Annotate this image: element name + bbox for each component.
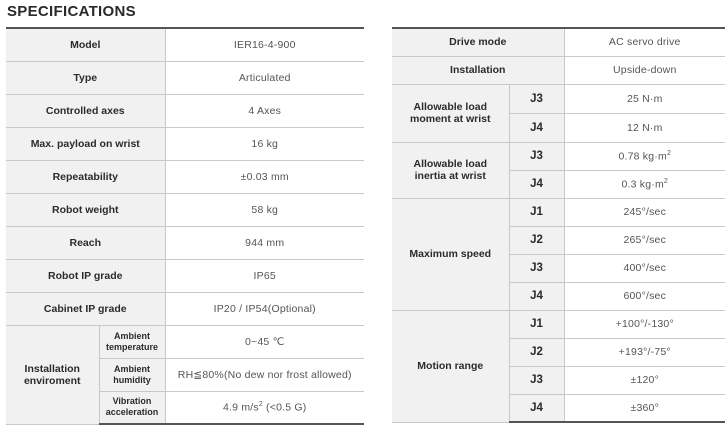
installation-label: Installation	[392, 56, 564, 84]
type-value: Articulated	[165, 61, 364, 94]
ambient-humidity-label-line1: Ambient	[114, 363, 150, 374]
speed-joint-j4: J4	[509, 282, 564, 310]
vibration-label	[99, 391, 165, 424]
axes-label: Controlled axes	[6, 94, 165, 127]
inertia-joint-j3: J3	[509, 142, 564, 170]
table-row	[6, 292, 364, 325]
weight-label: Robot weight	[6, 193, 165, 226]
reach-value: 944 mm	[165, 226, 364, 259]
moment-value-j4: 12 N·m	[564, 113, 725, 142]
inertia-value-j4	[564, 170, 725, 198]
inertia-joint-j4: J4	[509, 170, 564, 198]
install-env-label	[6, 325, 99, 424]
motion-joint-j4: J4	[509, 394, 564, 422]
moment-joint-j3: J3	[509, 84, 564, 113]
motion-value-j3: ±120°	[564, 366, 725, 394]
inertia-value-j3-main: 0.78 kg·m	[618, 150, 667, 163]
load-inertia-label-line1: Allowable load	[413, 158, 487, 170]
load-inertia-label-line2: inertia at wrist	[414, 170, 486, 182]
moment-joint-j4: J4	[509, 113, 564, 142]
model-value: IER16-4-900	[165, 28, 364, 61]
ambient-humidity-value: RH≦80%(No dew nor frost allowed)	[165, 358, 364, 391]
moment-value-j3: 25 N·m	[564, 84, 725, 113]
motion-joint-j3: J3	[509, 366, 564, 394]
speed-value-j1: 245°/sec	[564, 198, 725, 226]
max-speed-label: Maximum speed	[392, 198, 509, 310]
installation-value: Upside-down	[564, 56, 725, 84]
cabinet-ip-value: IP20 / IP54(Optional)	[165, 292, 364, 325]
motion-range-label: Motion range	[392, 310, 509, 422]
payload-value: 16 kg	[165, 127, 364, 160]
motion-joint-j2: J2	[509, 338, 564, 366]
motion-value-j4: ±360°	[564, 394, 725, 422]
inertia-value-j3	[564, 142, 725, 170]
cabinet-ip-label: Cabinet IP grade	[6, 292, 165, 325]
vibration-value-main: 4.9 m/s	[223, 401, 259, 414]
table-row	[392, 28, 725, 56]
motion-value-j2: +193°/-75°	[564, 338, 725, 366]
table-row	[392, 56, 725, 84]
install-env-label-line2: enviroment	[23, 374, 81, 387]
load-moment-label	[392, 84, 509, 142]
table-row	[6, 226, 364, 259]
table-row	[6, 94, 364, 127]
speed-value-j2: 265°/sec	[564, 226, 725, 254]
motion-joint-j1: J1	[509, 310, 564, 338]
table-row	[6, 259, 364, 292]
speed-value-j3: 400°/sec	[564, 254, 725, 282]
ambient-humidity-label	[99, 358, 165, 391]
table-row	[392, 142, 725, 170]
vibration-label-line2: acceleration	[105, 407, 159, 418]
payload-label: Max. payload on wrist	[6, 127, 165, 160]
speed-joint-j3: J3	[509, 254, 564, 282]
table-row	[392, 310, 725, 338]
install-env-label-line1: Installation	[24, 362, 80, 375]
specs-table-right	[392, 27, 725, 423]
weight-value: 58 kg	[165, 193, 364, 226]
ambient-humidity-label-line2: humidity	[113, 374, 151, 385]
axes-value: 4 Axes	[165, 94, 364, 127]
ambient-temp-value: 0~45 ℃	[165, 325, 364, 358]
ambient-temp-label	[99, 325, 165, 358]
drive-mode-label: Drive mode	[392, 28, 564, 56]
motion-value-j1: +100°/-130°	[564, 310, 725, 338]
ambient-temp-label-line2: temperature	[105, 341, 159, 352]
repeatability-value: ±0.03 mm	[165, 160, 364, 193]
inertia-value-j3-exponent: 2	[666, 149, 672, 157]
specs-table-left	[6, 27, 364, 425]
table-row	[6, 127, 364, 160]
robot-ip-value: IP65	[165, 259, 364, 292]
table-row	[6, 61, 364, 94]
vibration-value	[165, 391, 364, 424]
drive-mode-value: AC servo drive	[564, 28, 725, 56]
robot-ip-label: Robot IP grade	[6, 259, 165, 292]
reach-label: Reach	[6, 226, 165, 259]
load-inertia-label	[392, 142, 509, 198]
page-title: SPECIFICATIONS	[7, 3, 136, 20]
speed-joint-j1: J1	[509, 198, 564, 226]
table-row	[392, 84, 725, 113]
table-row	[6, 193, 364, 226]
load-moment-label-line2: moment at wrist	[409, 113, 491, 125]
type-label: Type	[6, 61, 165, 94]
load-moment-label-line1: Allowable load	[413, 101, 487, 113]
inertia-value-j4-main: 0.3 kg·m	[621, 178, 664, 191]
model-label: Model	[6, 28, 165, 61]
ambient-temp-label-line1: Ambient	[114, 330, 150, 341]
vibration-label-line1: Vibration	[112, 396, 152, 407]
table-row	[392, 198, 725, 226]
speed-joint-j2: J2	[509, 226, 564, 254]
speed-value-j4: 600°/sec	[564, 282, 725, 310]
inertia-value-j4-exponent: 2	[663, 177, 669, 185]
table-row	[6, 28, 364, 61]
table-row	[6, 160, 364, 193]
table-row	[6, 325, 364, 358]
repeatability-label: Repeatability	[6, 160, 165, 193]
vibration-value-rest: (<0.5 G)	[262, 401, 307, 414]
vibration-value-exponent: 2	[258, 401, 263, 408]
